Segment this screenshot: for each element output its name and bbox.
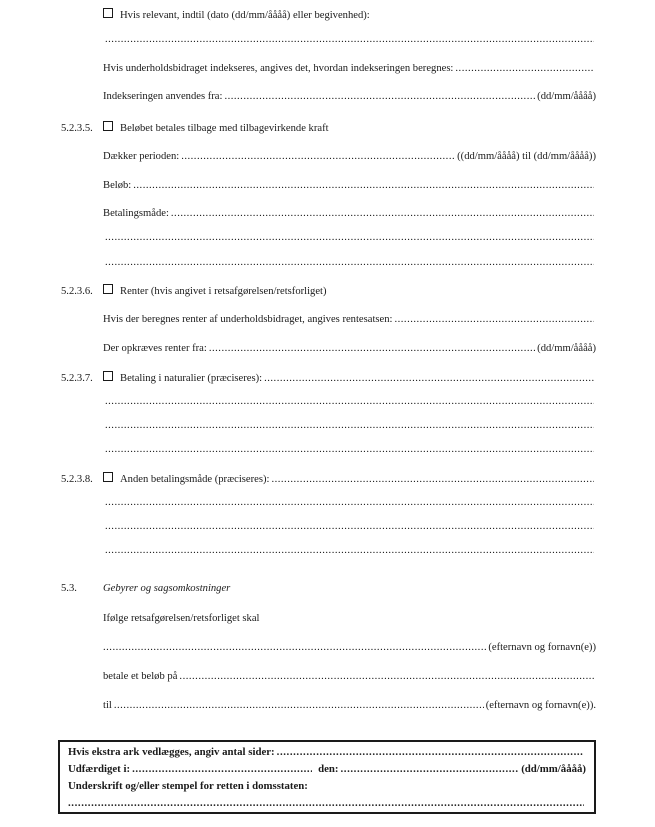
interest-rate-row[interactable] [103, 313, 596, 326]
issued-row[interactable] [68, 763, 586, 776]
indexing-from-field[interactable] [224, 90, 535, 103]
period-row[interactable] [103, 150, 596, 163]
date-format-hint: (dd/mm/åååå) [537, 91, 596, 102]
interest-from-field[interactable] [209, 342, 535, 355]
payment-method-line-3[interactable] [103, 256, 596, 269]
section-5-2-3-8-header[interactable] [61, 472, 596, 486]
section-title: Gebyrer og sagsomkostninger [103, 583, 231, 594]
until-label: Hvis relevant, indtil (dato (dd/mm/åååå) eller begivenhed): [120, 10, 370, 21]
fee-amount-field[interactable] [179, 670, 594, 683]
debtor-name-row[interactable] [103, 641, 596, 654]
dotted-line [105, 33, 594, 46]
signature-label: Underskrift og/eller stempel for retten i domsstaten: [68, 780, 308, 792]
dotted-line [105, 443, 594, 456]
until-row [103, 8, 370, 22]
in-kind-line-3[interactable] [103, 419, 596, 432]
interest-from-label: Der opkræves renter fra: [103, 343, 207, 354]
creditor-label: til [103, 700, 112, 711]
section-number: 5.2.3.7. [61, 373, 93, 384]
dotted-line [105, 231, 594, 244]
signature-row [68, 780, 586, 793]
interest-checkbox[interactable] [103, 284, 113, 294]
dotted-line [105, 395, 594, 408]
until-checkbox[interactable] [103, 8, 113, 18]
signature-field[interactable] [68, 797, 584, 810]
section-title: Anden betalingsmåde (præciseres): [120, 474, 270, 485]
signature-line[interactable] [68, 797, 586, 810]
indexing-field[interactable] [455, 62, 594, 75]
interest-from-row[interactable] [103, 342, 596, 355]
interest-rate-field[interactable] [394, 313, 594, 326]
extra-sheets-row[interactable] [68, 746, 586, 759]
payment-method-label: Betalingsmåde: [103, 208, 169, 219]
fee-amount-row[interactable] [103, 670, 596, 683]
section-number: 5.2.3.6. [61, 286, 93, 297]
section-title: Beløbet betales tilbage med tilbagevirkende kraft [120, 123, 329, 134]
payment-method-field[interactable] [171, 207, 594, 220]
amount-field[interactable] [133, 179, 594, 192]
in-kind-line-4[interactable] [103, 443, 596, 456]
section-5-2-3-7-header[interactable] [61, 371, 596, 385]
dotted-line [105, 256, 594, 269]
until-field[interactable] [103, 33, 596, 46]
section-number: 5.3. [61, 583, 77, 594]
dotted-line [105, 496, 594, 509]
date-format-hint: (dd/mm/åååå) [521, 763, 586, 775]
extra-sheets-field[interactable] [277, 746, 584, 759]
period-field[interactable] [181, 150, 455, 163]
in-kind-field[interactable] [264, 372, 594, 385]
amount-row[interactable] [103, 179, 596, 192]
issued-date-label: den: [318, 763, 339, 775]
in-kind-line-2[interactable] [103, 395, 596, 408]
fees-intro-row [103, 612, 260, 625]
creditor-name-row[interactable] [103, 699, 596, 712]
debtor-name-field[interactable] [103, 641, 486, 654]
footer-box [58, 740, 596, 814]
section-5-3-header [61, 582, 230, 595]
period-label: Dækker perioden: [103, 151, 180, 162]
other-payment-checkbox[interactable] [103, 472, 113, 482]
issued-label: Udfærdiget i: [68, 763, 131, 775]
section-title: Renter (hvis angivet i retsafgørelsen/retsforliget) [120, 286, 327, 297]
extra-sheets-label: Hvis ekstra ark vedlægges, angiv antal sider: [68, 746, 275, 758]
date-format-hint: (dd/mm/åååå) [537, 343, 596, 354]
section-number: 5.2.3.8. [61, 474, 93, 485]
section-5-2-3-6-header [61, 284, 327, 298]
dotted-line [105, 520, 594, 533]
section-5-2-3-5-header [61, 121, 329, 135]
name-format-hint: (efternavn og fornavn(e)) [488, 642, 596, 653]
name-format-hint: (efternavn og fornavn(e)). [485, 700, 596, 711]
in-kind-checkbox[interactable] [103, 371, 113, 381]
indexing-label: Hvis underholdsbidraget indekseres, angives det, hvordan indekseringen beregnes: [103, 63, 454, 74]
issued-date-field[interactable] [340, 763, 519, 776]
indexing-row[interactable] [103, 62, 596, 75]
indexing-from-label: Indekseringen anvendes fra: [103, 91, 223, 102]
other-payment-line-3[interactable] [103, 520, 596, 533]
retroactive-checkbox[interactable] [103, 121, 113, 131]
fees-intro: Ifølge retsafgørelsen/retsforliget skal [103, 613, 260, 624]
dotted-line [105, 544, 594, 557]
payment-method-row[interactable] [103, 207, 596, 220]
other-payment-line-4[interactable] [103, 544, 596, 557]
dotted-line [105, 419, 594, 432]
creditor-name-field[interactable] [114, 699, 484, 712]
section-title: Betaling i naturalier (præciseres): [120, 373, 263, 384]
other-payment-line-2[interactable] [103, 496, 596, 509]
fee-amount-label: betale et beløb på [103, 671, 178, 682]
other-payment-field[interactable] [271, 473, 594, 486]
interest-rate-label: Hvis der beregnes renter af underholdsbidraget, angives rentesatsen: [103, 314, 393, 325]
amount-label: Beløb: [103, 180, 132, 191]
indexing-from-row[interactable] [103, 90, 596, 103]
payment-method-line-2[interactable] [103, 231, 596, 244]
issued-place-field[interactable] [132, 763, 312, 776]
period-format-hint: ((dd/mm/åååå) til (dd/mm/åååå)) [457, 151, 596, 162]
section-number: 5.2.3.5. [61, 123, 93, 134]
